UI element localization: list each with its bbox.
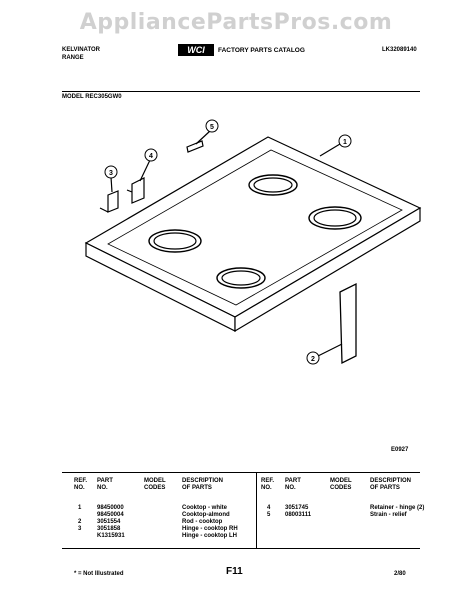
callout-1-label: 1	[343, 139, 347, 146]
row-part: 3051858	[97, 526, 121, 532]
row-desc: Retainer - hinge (2)	[370, 505, 425, 511]
rod-part	[340, 284, 356, 363]
table-top-rule	[62, 472, 420, 473]
row-ref: 1	[78, 505, 82, 511]
catalog-date: 2/80	[394, 571, 406, 577]
row-part: 98450000	[97, 505, 124, 511]
row-desc: Strain - relief	[370, 512, 407, 518]
retainer-part	[127, 178, 144, 203]
table-bottom-rule	[62, 548, 420, 549]
row-part: 3051554	[97, 519, 121, 525]
callout-4-label: 4	[149, 153, 153, 160]
row-desc: Rod - cooktop	[182, 519, 223, 525]
figure-id: E0927	[391, 447, 409, 453]
header-ref: REF. NO.	[74, 478, 88, 491]
model-line: MODEL REC305GW0	[62, 94, 122, 100]
cooktop-top	[86, 137, 420, 317]
page-number: F11	[226, 566, 243, 577]
hinge-part	[100, 191, 118, 212]
header-ref-right: REF. NO.	[261, 478, 275, 491]
header-desc-right: DESCRIPTION OF PARTS	[370, 478, 412, 491]
header-model: MODEL CODES	[144, 478, 166, 491]
brand-name: KELVINATOR	[62, 47, 101, 53]
row-desc: Hinge - cooktop RH	[182, 526, 238, 532]
wci-logo: WCI	[178, 44, 214, 56]
row-desc: Cooktop - white	[182, 505, 227, 511]
header-part-right: PART NO.	[285, 478, 301, 491]
row-part: 98450004	[97, 512, 124, 518]
product-type: RANGE	[62, 55, 84, 61]
row-part: 3051745	[285, 505, 309, 511]
row-ref: 4	[267, 505, 271, 511]
header-desc: DESCRIPTION OF PARTS	[182, 478, 224, 491]
watermark: AppliancePartsPros.com	[79, 10, 393, 35]
header-model-right: MODEL CODES	[330, 478, 352, 491]
callout-3-label: 3	[109, 170, 113, 177]
strain-relief-part	[187, 141, 203, 152]
catalog-number: LK32089140	[382, 47, 417, 53]
table-column-divider	[256, 472, 257, 548]
row-ref: 5	[267, 512, 271, 518]
not-illustrated-note: * = Not Illustrated	[74, 571, 124, 577]
row-part: 08003111	[285, 512, 312, 518]
callout-2-label: 2	[311, 356, 315, 363]
callout-5-label: 5	[210, 124, 214, 131]
row-desc: Cooktop-almond	[182, 512, 230, 518]
row-part: K1315931	[97, 533, 125, 539]
catalog-title: FACTORY PARTS CATALOG	[218, 47, 305, 54]
header-part: PART NO.	[97, 478, 113, 491]
row-desc: Hinge - cooktop LH	[182, 533, 237, 539]
row-ref: 3	[78, 526, 82, 532]
row-ref: 2	[78, 519, 82, 525]
